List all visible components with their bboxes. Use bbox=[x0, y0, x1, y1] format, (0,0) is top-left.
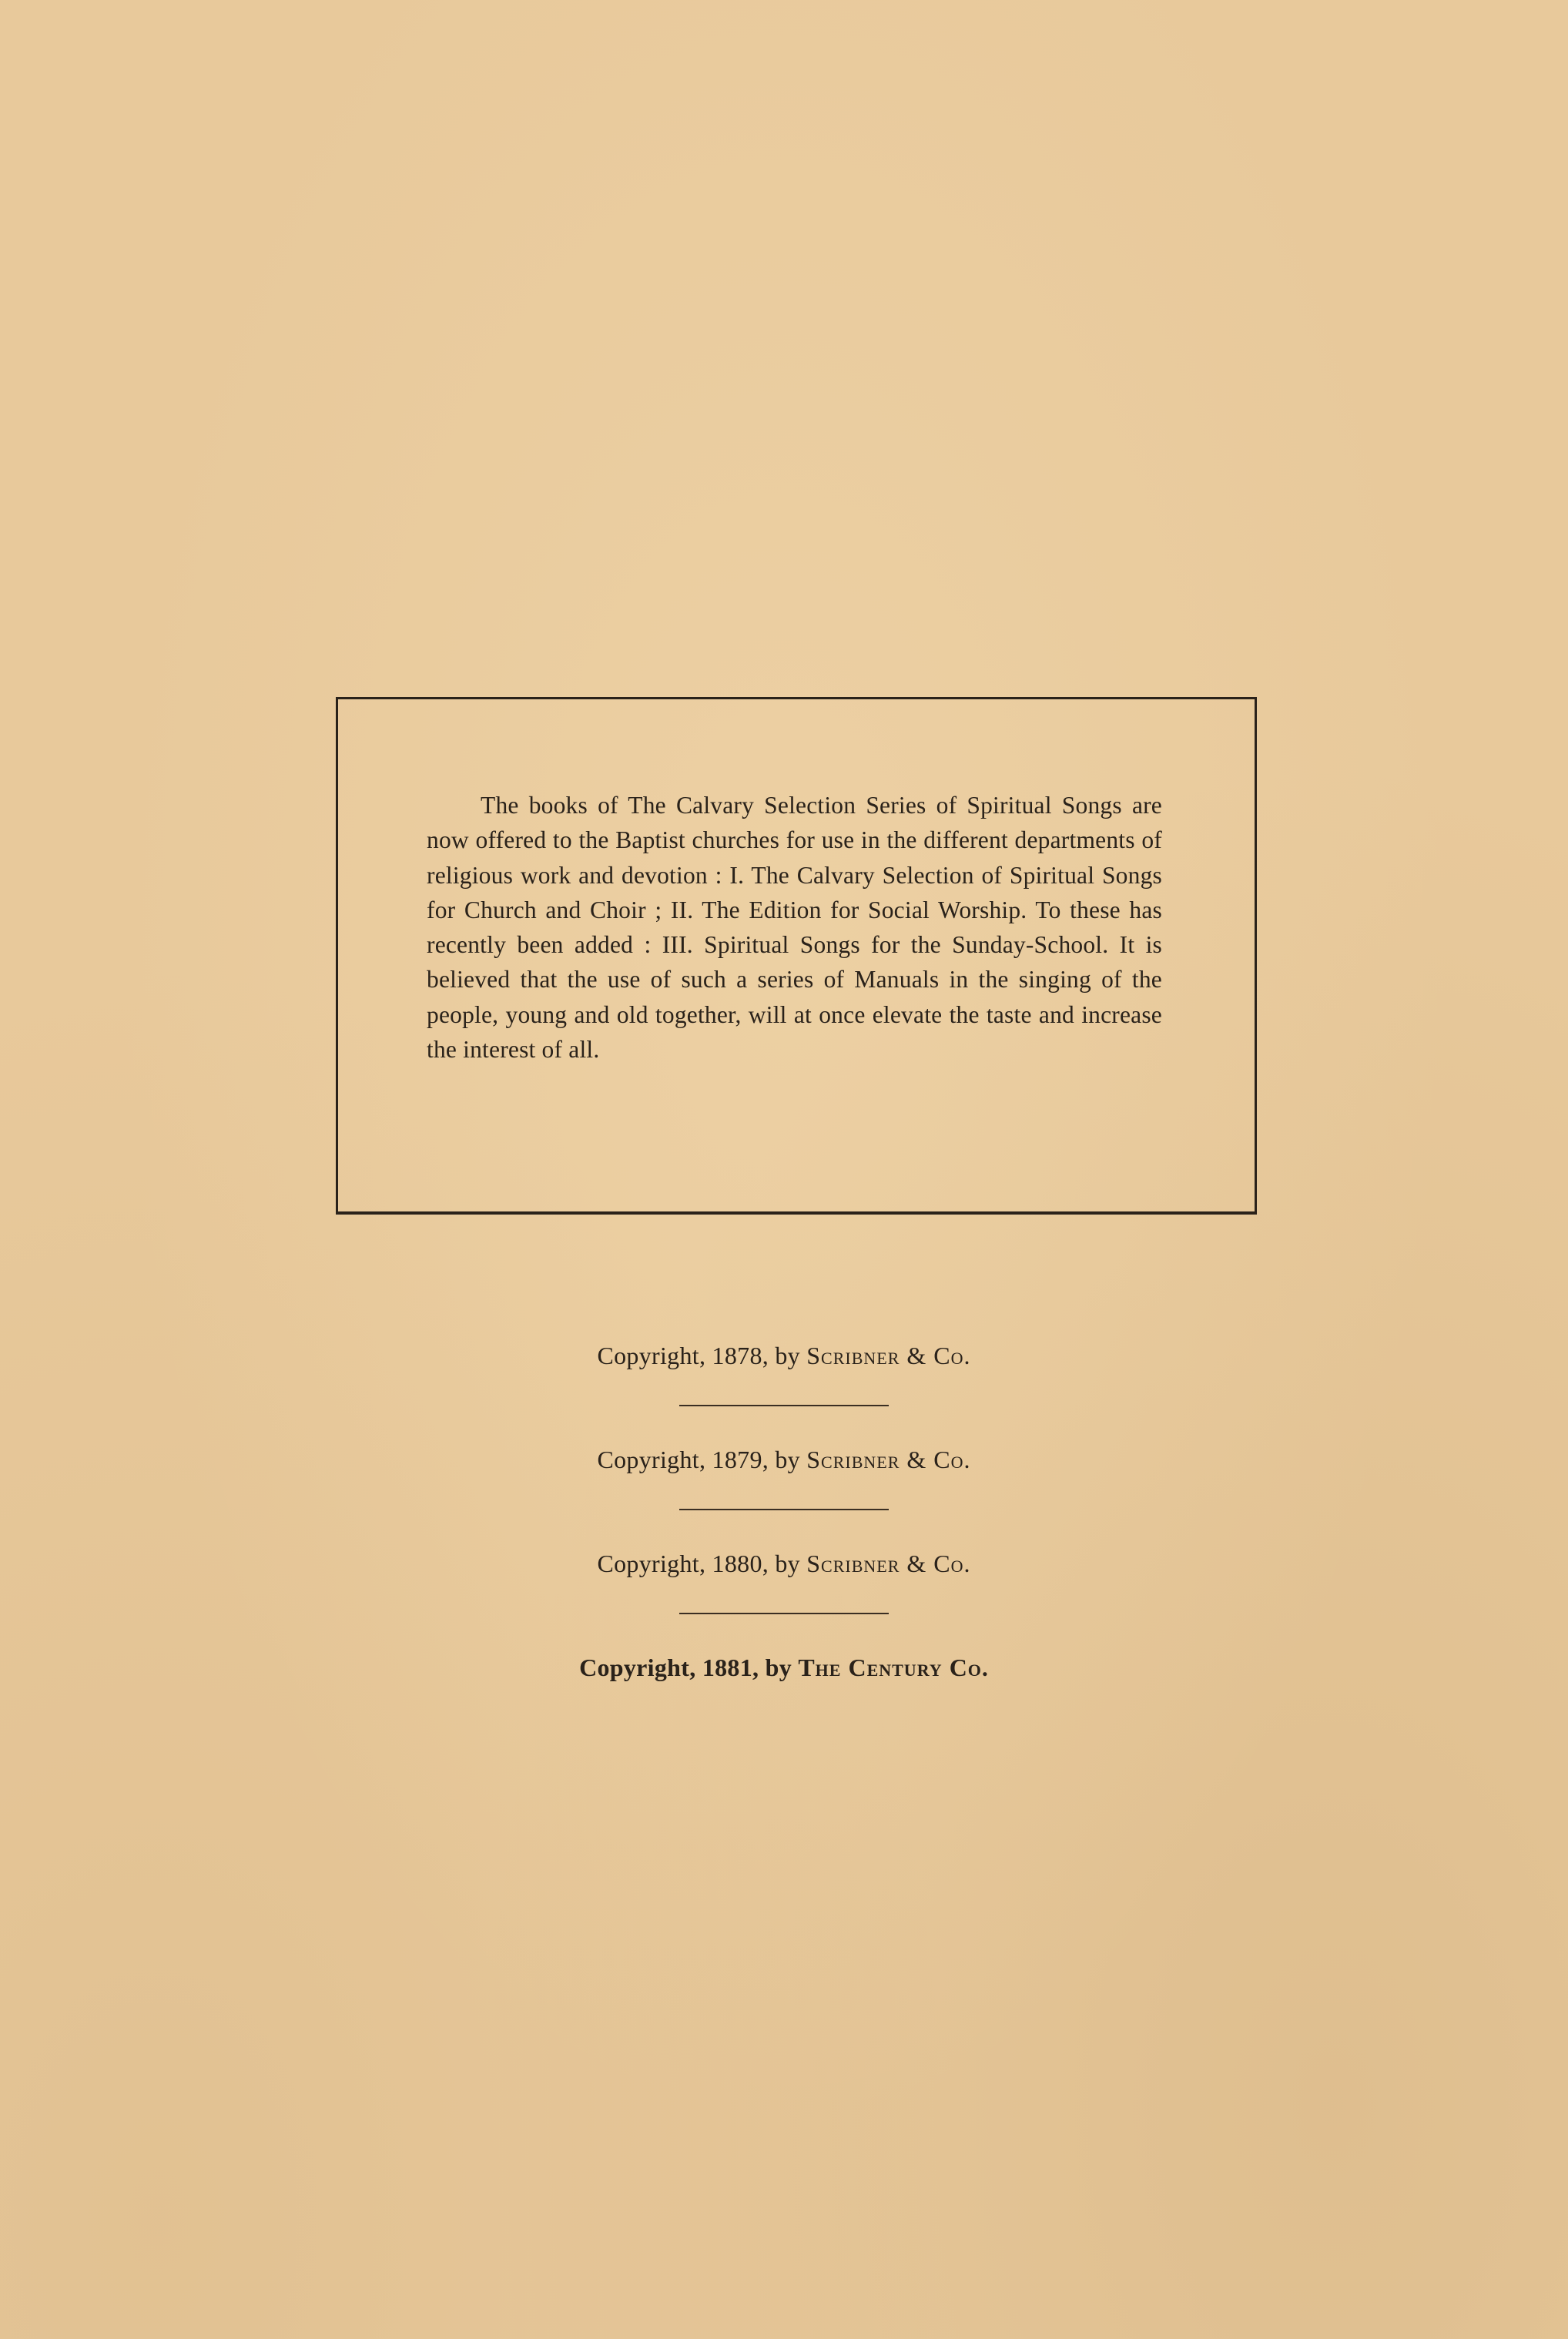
copyright-publisher: The Century Co. bbox=[798, 1654, 989, 1681]
copyright-prefix: Copyright, 1881, by bbox=[579, 1654, 799, 1681]
copyright-prefix: Copyright, 1880, by bbox=[597, 1550, 807, 1577]
copyright-1879 bbox=[0, 1444, 1568, 1475]
divider-rule bbox=[679, 1509, 889, 1510]
copyright-publisher: Scribner & Co. bbox=[806, 1342, 971, 1369]
copyright-block bbox=[0, 1340, 1568, 1683]
copyright-prefix: Copyright, 1878, by bbox=[597, 1342, 807, 1369]
copyright-1878 bbox=[0, 1340, 1568, 1371]
copyright-publisher: Scribner & Co. bbox=[806, 1550, 971, 1577]
copyright-1881 bbox=[0, 1652, 1568, 1683]
copyright-prefix: Copyright, 1879, by bbox=[597, 1446, 807, 1473]
copyright-publisher: Scribner & Co. bbox=[806, 1446, 971, 1473]
series-notice-box bbox=[336, 697, 1257, 1215]
series-notice-text: The books of The Calvary Selection Series of Spiritual Songs are now offered to the Baptist churches for use in the different departments of religious work and devotion : I. The Calvary Selection of Spiritual Songs for Church and Choir ; II. The Edition for Social Worship. To these has recently been added : III. Spiritual Songs for the Sunday-School. It is believed that the use of such a series of Manuals in the singing of the people, young and old together, will at once elevate the taste and increase the interest of all. bbox=[427, 792, 1162, 1064]
divider-rule bbox=[679, 1405, 889, 1406]
divider-rule bbox=[679, 1613, 889, 1614]
copyright-1880 bbox=[0, 1548, 1568, 1579]
